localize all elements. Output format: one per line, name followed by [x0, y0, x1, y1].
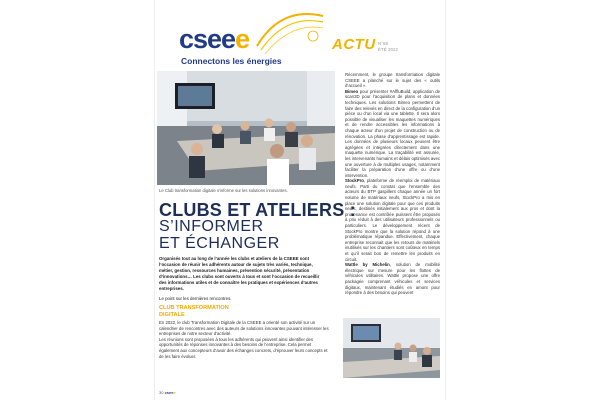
rcol-stockpro-text: , plateforme de réemploi de matériaux neufs. Parti du constat que l’ensemble des acteurs du BTP gaspillent chaque année un fort volume de matériaux neufs, StockPro a mis en place une solution digitale pour que ces produits neufs, destinés initialement aux pros et dont la provenance est contrôlée puissent être proposés à prix réduit à des utilisateurs professionnels ou particuliers. Le développement récent de StockPro montre que la solution répond à une problématique répandue. Effectivement, chaque entreprise reconnait que les retours de matériels inutilisés sur les chantiers sont coûteux en temps et qu’il serait bon de remettre les produits en circuit. [345, 178, 440, 262]
rcol-wattle-text: , solution de mobilité électrique sur mesure pour les flottes de véhicules utilitaires. Wattle propose une offre packagée comprenant véhicules et services digitaux, maintenant étudiés en amont pour répondre à des besoins qui peuvent [345, 262, 441, 296]
footer-logo: cseee [164, 390, 176, 395]
rcol-intro: Récemment, le groupe transformation digitale CSEEE a planché sur le sujet des « outils d’accueil ». [345, 72, 440, 89]
rcol-bimeo-text: pour présenter #AffluBuild, application de scan3D pour l’acquisition de plans et données techniques. Les solutions Bimeo permettent de faire des relevés en direct de la configuration d’un pièce ou d’un local via une tablette. Il sera alors possible de visualiser les maquettes numériques et de rendre accessibles les informations à chaque acteur d’un projet de construction ou de rénovation. La phase d’apprentissage est rapide. Les données de plusieurs locaux peuvent être agrégées et intégrées directement dans une maquette numérique. La traçabilité est assurée, les intervenants humains et délais optimisés avec une ouverture à de multiples usages, notamment faciliter la préparation d’une offre ou d’une intervention. [345, 88, 440, 178]
cseee-logo: cseee [179, 24, 250, 54]
rcol-keyword-stockpro: StockPro [345, 178, 364, 184]
section-heading [159, 305, 327, 318]
actu-title: ACTU [332, 36, 376, 53]
logo-tagline: Connectons les énergies [181, 56, 282, 66]
presentation-room-illustration [343, 318, 440, 378]
intro-paragraph: Organisés tout au long de l’année les clubs et ateliers de la CSEEE sont l’occasion de réunir les adhérents autour de sujets très variés, technique, métier, gestion, ressources humaines, prévention sécurité, présentation d’innovations… Les clubs sont ouverts à tous et sont l’occasion de recueillir des informations utiles et de connaître les pratiques et expériences d’autres entreprises. [159, 256, 320, 291]
headline-line2: S’INFORMER [159, 218, 264, 235]
meeting-room-illustration [157, 71, 335, 185]
section-heading-line1: CLUB TRANSFORMATION [159, 305, 229, 311]
photo-caption: Le Club transformation digitale s’informe sur les solutions innovantes. [159, 188, 288, 193]
issue-number: N°68 [378, 41, 389, 46]
issue-season: ÉTÉ 2022 [378, 47, 399, 52]
headline-line1: CLUBS ET ATELIERS : [159, 200, 356, 220]
magazine-page [155, 0, 445, 400]
page-number: 30 [159, 390, 164, 395]
right-column-text [345, 72, 440, 296]
presentation-photo [343, 318, 440, 378]
sun-swoosh-icon [251, 6, 326, 61]
rcol-keyword-bimeo: Bimeo [345, 88, 359, 94]
section-body: En 2022, le club Transformation Digitale de la CSEEE a orienté son activité sur un calendrier de rencontres avec des auteurs de solutions innovantes pouvant intéresser les entreprises de notre secteur d’activité. Les réunions sont proposées à tous les adhérents qui peuvent ainsi identifier des opportunités de réponses innovantes à des besoins de l’entreprise. Cela permet également aux concepteurs d’avoir des échanges concrets, d’éprouver leurs concepts et de les faire évoluer. [159, 320, 329, 359]
rcol-keyword-wattle: Wattle by Michelin [345, 262, 390, 268]
headline-line3: ET ÉCHANGER [159, 235, 280, 252]
issue-info [378, 41, 398, 53]
meeting-photo [157, 71, 335, 185]
section-heading-line2: DIGITALE [159, 311, 185, 318]
intro-note: Le point sur les dernières rencontres. [159, 296, 232, 301]
page-footer [159, 390, 176, 395]
